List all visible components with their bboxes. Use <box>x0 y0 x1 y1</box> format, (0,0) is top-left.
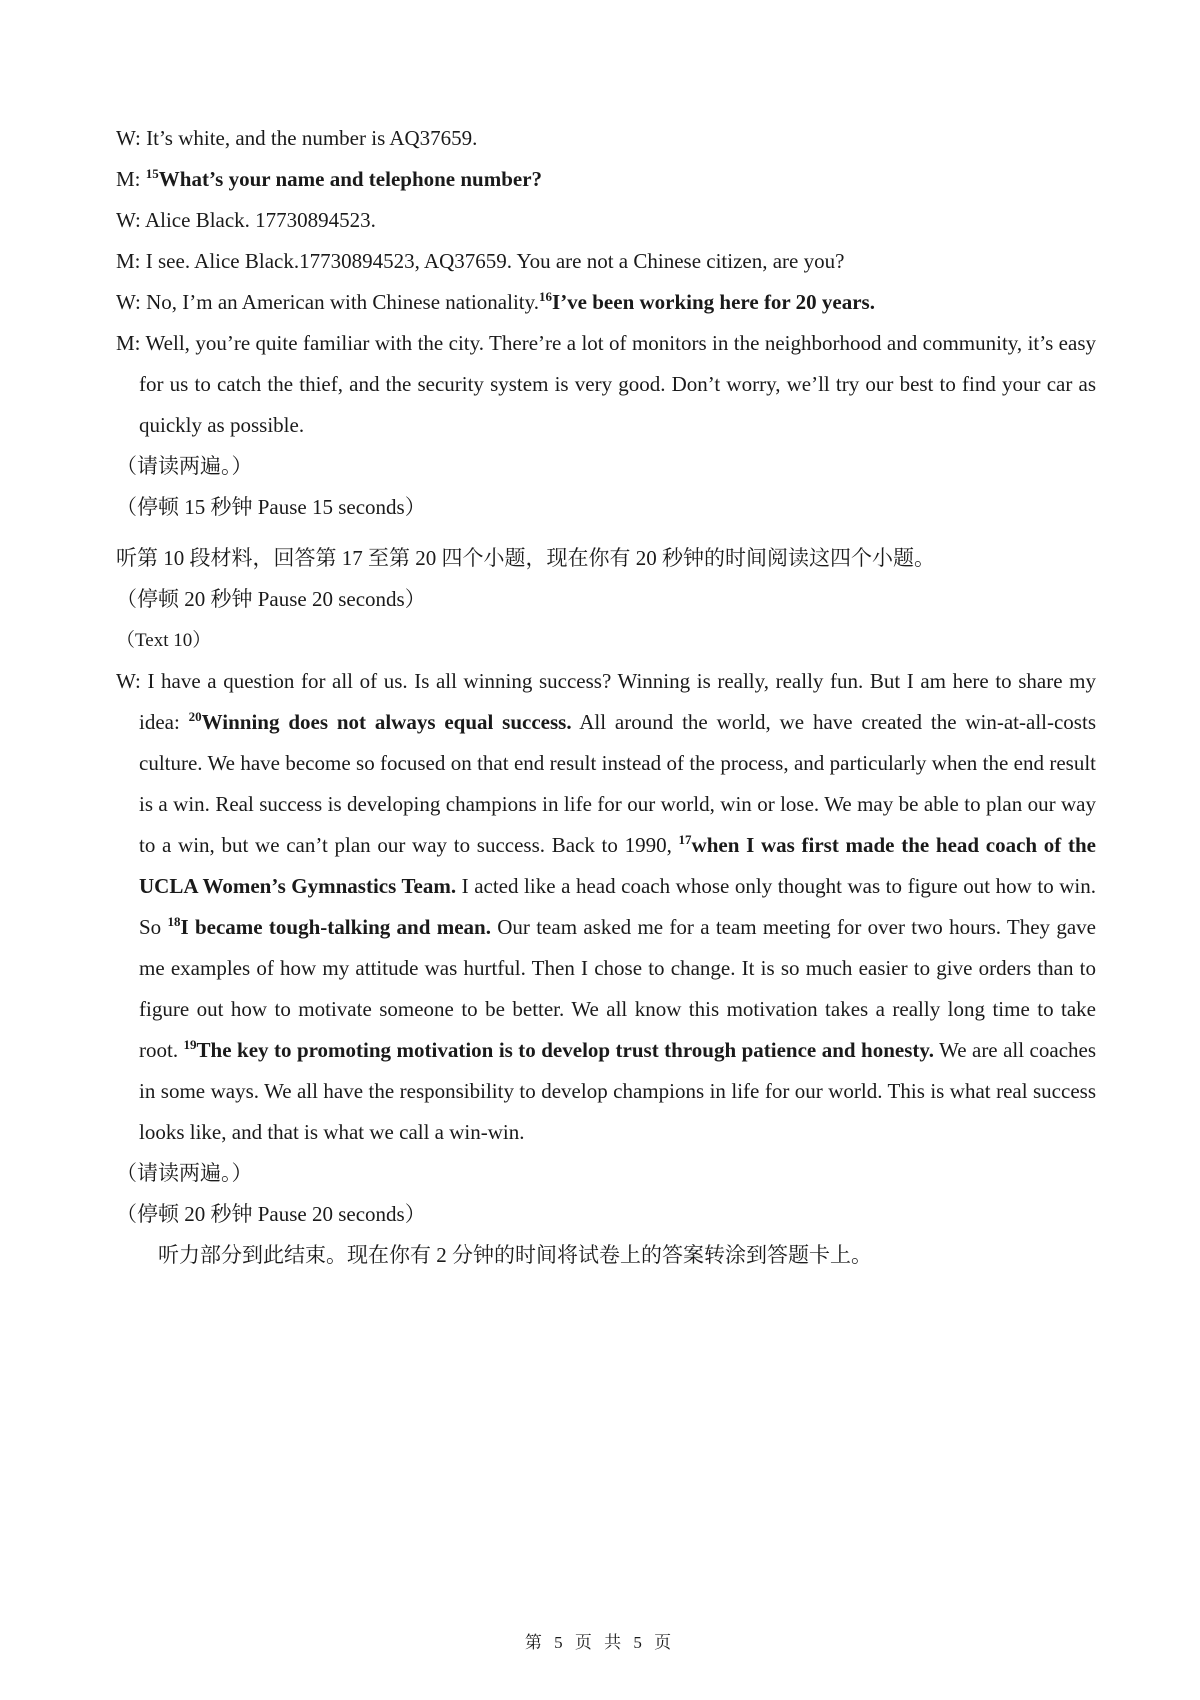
page-footer: 第 5 页 共 5 页 <box>524 1633 676 1652</box>
text-label: （Text 10） <box>116 630 212 651</box>
question-number: 17 <box>678 832 692 847</box>
paragraph-text: Our team asked me for a team meeting for over two hours. They gave me examples of how my attitude was hurtful. Then I chose to change. It is so much easier to give orders than to figure out how to motivate someone to be better. We all know this motivation takes a really long time to take root. <box>139 915 1096 1062</box>
question-number: 19 <box>183 1037 197 1052</box>
dialogue-line: W: Alice Black. 17730894523. <box>116 208 376 232</box>
pause-note: （停顿 15 秒钟 Pause 15 seconds） <box>116 495 426 519</box>
answer-highlight: I became tough-talking and mean. <box>180 915 491 939</box>
dialogue-paragraph: M: Well, you’re quite familiar with the city. There’re a lot of monitors in the neighborhood and community, it’s easy for us to catch the thief, and the security system is very good. Don’t worry, we’ll try our best to find your car as quickly as possible. <box>116 331 1096 437</box>
pause-note: （停顿 20 秒钟 Pause 20 seconds） <box>116 587 426 611</box>
dialogue-line: M: I see. Alice Black.17730894523, AQ37659. You are not a Chinese citizen, are you? <box>116 249 845 273</box>
question-number: 20 <box>188 709 202 724</box>
document-body <box>116 118 1096 1276</box>
answer-highlight: What’s your name and telephone number? <box>158 167 543 191</box>
read-twice-note: （请读两遍。） <box>116 1161 253 1185</box>
read-twice-note: （请读两遍。） <box>116 454 253 478</box>
monologue-paragraph <box>116 661 1096 1153</box>
dialogue-line: W: It’s white, and the number is AQ37659. <box>116 126 478 150</box>
question-number: 15 <box>145 166 159 181</box>
section-instruction: 听第 10 段材料，回答第 17 至第 20 四个小题，现在你有 20 秒钟的时间阅读这四个小题。 <box>116 546 935 570</box>
closing-instruction: 听力部分到此结束。现在你有 2 分钟的时间将试卷上的答案转涂到答题卡上。 <box>158 1243 872 1267</box>
dialogue-text: W: No, I’m an American with Chinese nationality. <box>116 290 540 314</box>
pause-note: （停顿 20 秒钟 Pause 20 seconds） <box>116 1202 426 1226</box>
paragraph-text: All around the world, we have created the win-at-all-costs culture. We have become so focused on that end result instead of the process, and particularly when the end result is a win. Real success is developing champions in life for our world, win or lose. We may be able to plan our way to a win, but we can’t plan our way to success. Back to 1990, <box>139 710 1096 857</box>
answer-highlight: I’ve been working here for 20 years. <box>552 290 875 314</box>
question-number: 16 <box>539 289 553 304</box>
question-number: 18 <box>167 914 181 929</box>
paragraph-text: I acted like a head coach whose only thought was to figure out how to win. So <box>139 874 1096 939</box>
paragraph-text: We are all coaches in some ways. We all have the responsibility to develop champions in life for our world. This is what real success looks like, and that is what we call a win-win. <box>139 1038 1097 1144</box>
section-gap <box>116 528 1096 538</box>
dialogue-line <box>116 159 1096 200</box>
speaker-prefix: M: <box>116 167 146 191</box>
paragraph-text: W: I have a question for all of us. Is all winning success? Winning is really, really fun. But I am here to share my idea: <box>116 669 1096 734</box>
answer-highlight: The key to promoting motivation is to develop trust through patience and honesty. <box>196 1038 934 1062</box>
answer-highlight: Winning does not always equal success. <box>201 710 572 734</box>
dialogue-line <box>116 282 1096 323</box>
answer-highlight: when I was first made the head coach of the UCLA Women’s Gymnastics Team. <box>139 833 1096 898</box>
